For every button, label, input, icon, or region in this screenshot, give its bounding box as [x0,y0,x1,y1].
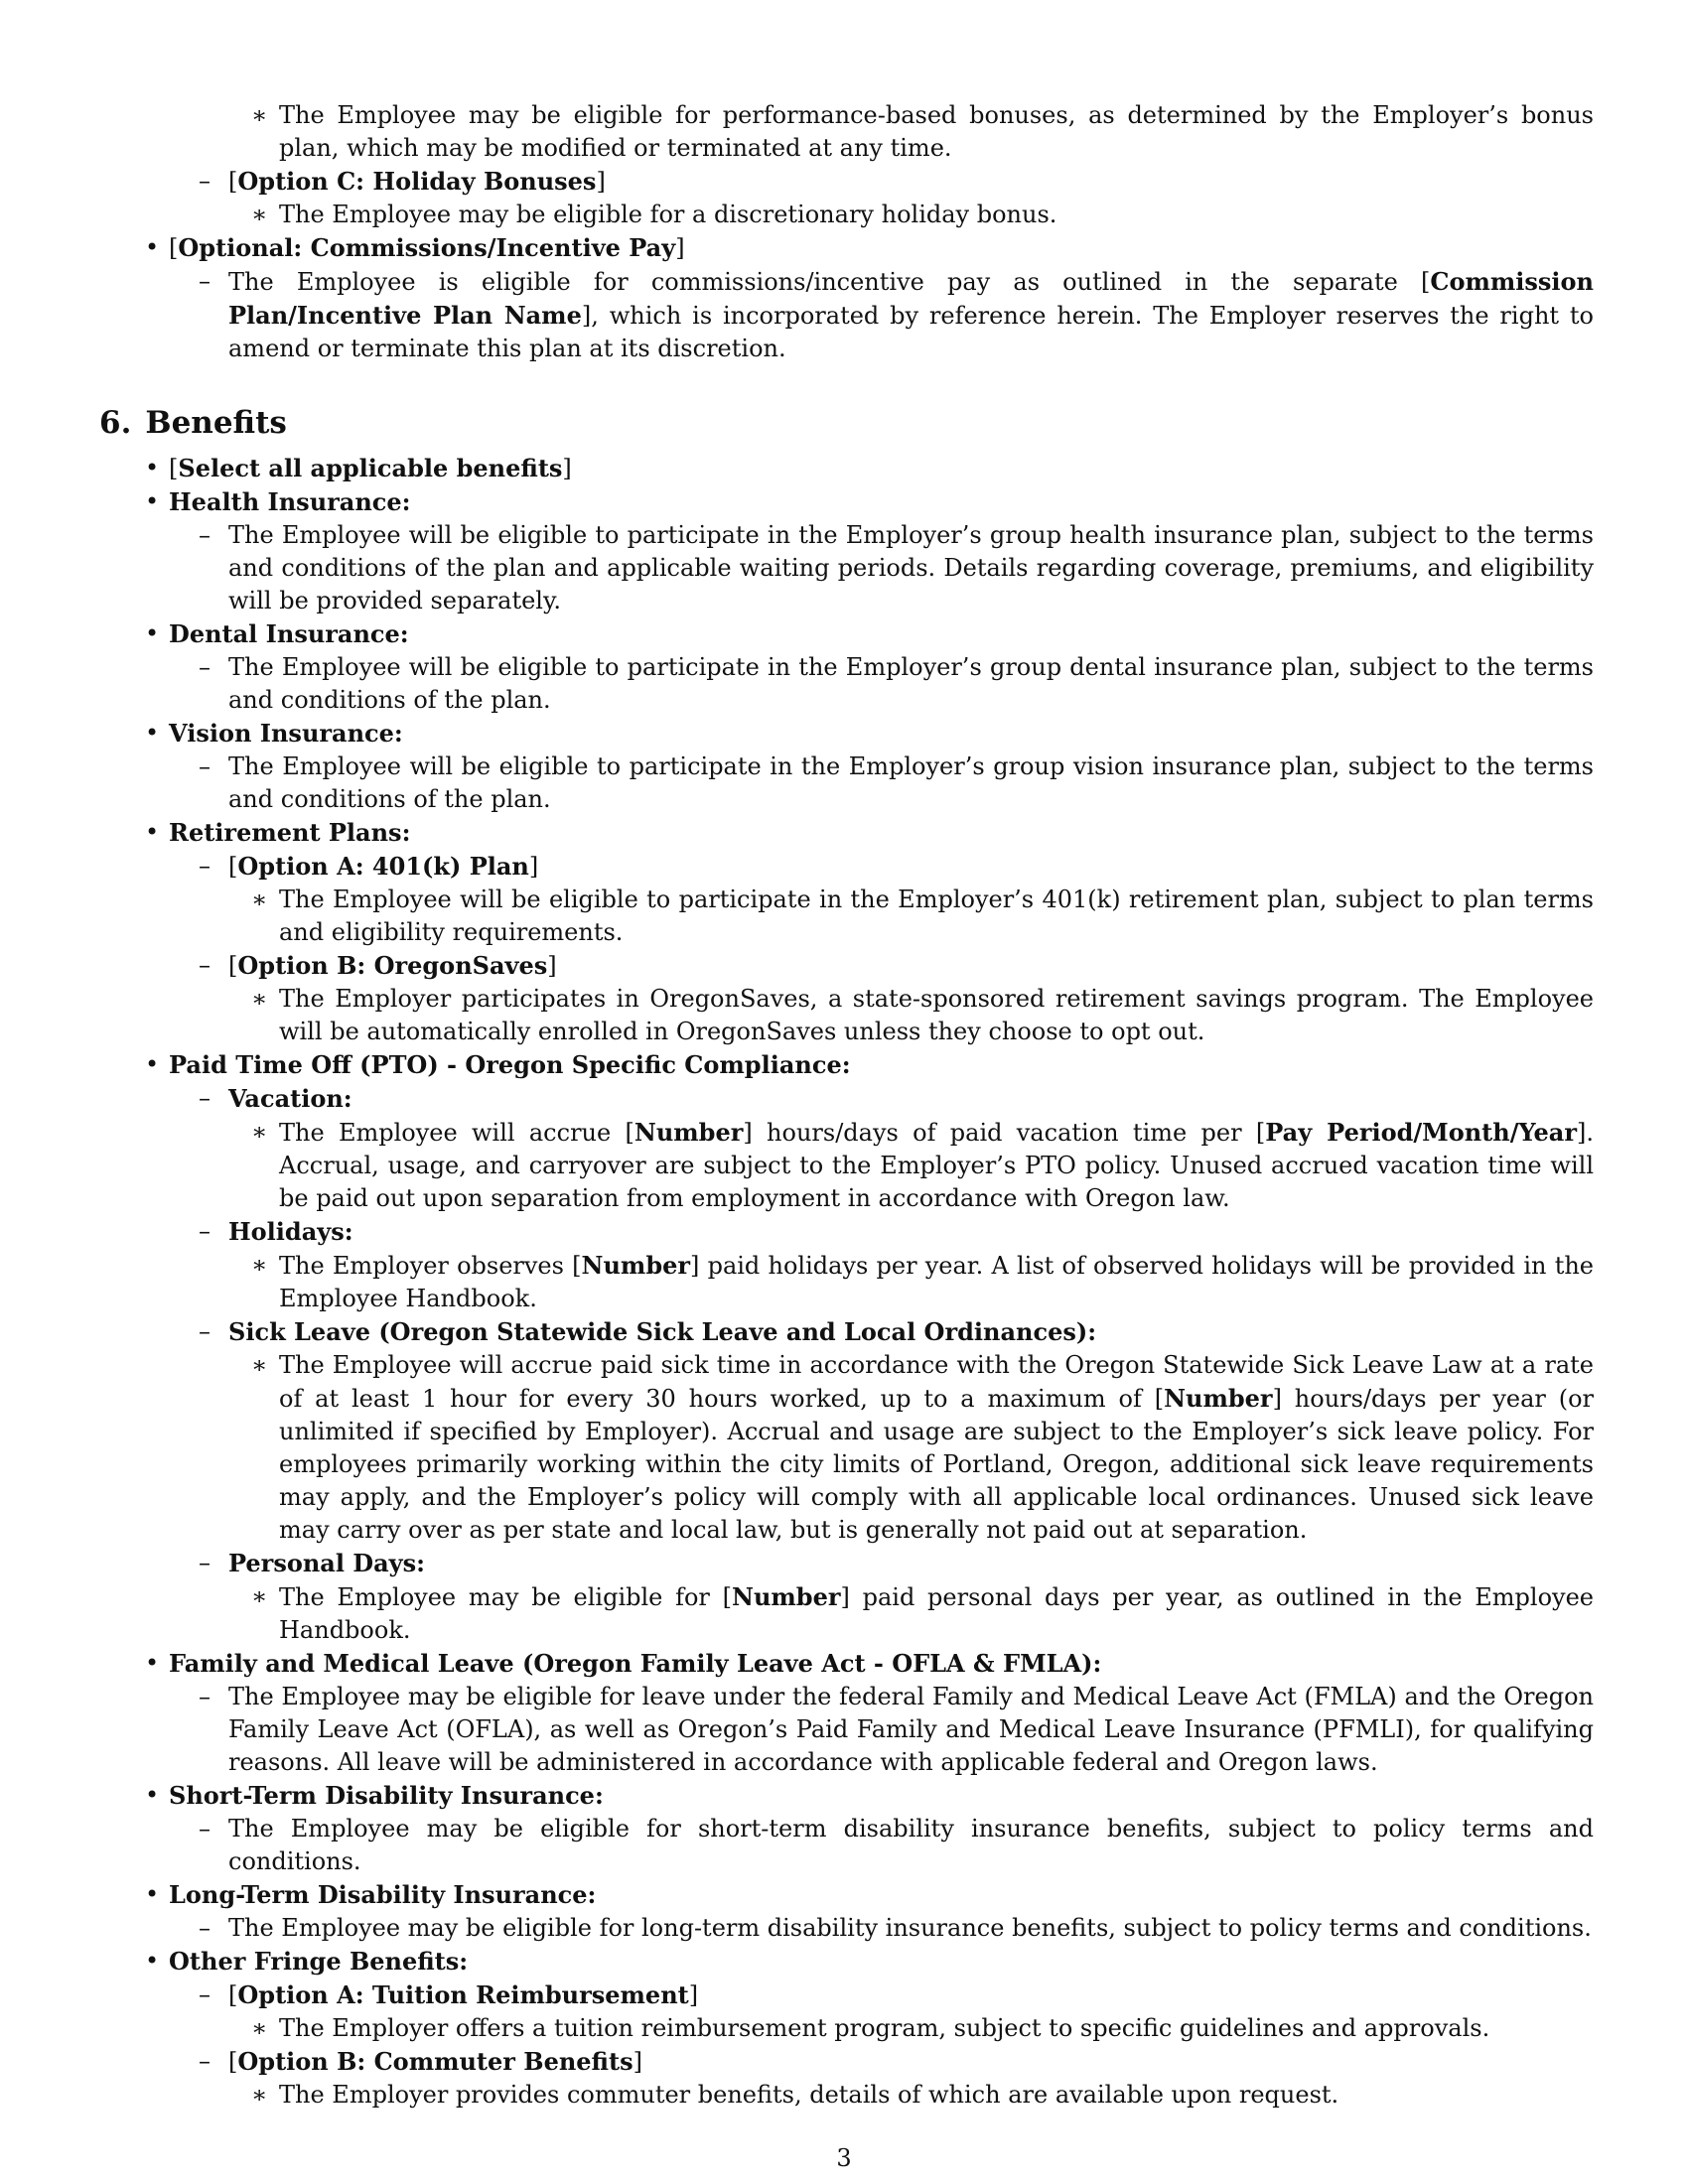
fringe-option-b-detail: ∗ The Employer provides commuter benefits, details of which are available upon request. [251,2081,1339,2109]
section-heading [99,407,1688,440]
perf-bonus-item [251,99,1594,165]
dental-item: • Dental Insurance: [145,619,409,648]
family-leave-label: Family and Medical Leave (Oregon Family Leave Act - OFLA & FMLA): [169,1649,1102,1678]
ltd-item: • Long-Term Disability Insurance: [145,1880,597,1909]
health-label: Health Insurance: [169,487,411,516]
vision-label: Vision Insurance: [169,719,403,748]
vacation-detail: ∗ The Employee will accrue [Number] hours/days of paid vacation time per [Pay Period/Month/Year]. Accrual, usage, and carryover are subject to the Employer’s PTO policy. Unused accrued vacation time will be paid out upon separation from employment in accordance with Oregon law. [251,1118,1595,1212]
bullet-marker: • [145,233,160,261]
fringe-item: • Other Fringe Benefits: [145,1947,469,1976]
option-c-item: – [Option C: Holiday Bonuses] [199,167,606,196]
select-all-label: Select all applicable benefits [178,454,563,482]
family-leave-detail: – The Employee may be eligible for leave under the federal Family and Medical Leave Act (FMLA) and the Oregon Family Leave Act (OFLA), as well as Oregon’s Paid Family and Medical Leave Insurance (PFMLI), for qualifying reasons. All leave will be administered in accordance with applicable federal and Oregon laws. [199,1683,1594,1776]
fringe-option-a-detail: ∗ The Employer offers a tuition reimbursement program, subject to specific guidelines and approvals. [251,2014,1490,2042]
section-number: 6. [99,405,132,441]
retirement-option-a: – [Option A: 401(k) Plan] [199,852,539,881]
holiday-bonus-text: The Employee may be eligible for a discretionary holiday bonus. [279,201,1057,228]
retirement-label: Retirement Plans: [169,818,411,847]
vacation-item: – Vacation: [199,1084,352,1113]
ltd-label: Long-Term Disability Insurance: [169,1880,597,1909]
dash-marker: – [199,267,211,295]
star-marker: ∗ [251,101,268,129]
select-all-item: • [Select all applicable benefits] [145,454,572,482]
dash-marker: – [199,167,211,195]
page-number: 3 [836,2144,852,2172]
holidays-item: – Holidays: [199,1217,353,1246]
star-marker: ∗ [251,201,268,228]
fringe-label: Other Fringe Benefits: [169,1947,469,1976]
pto-label: Paid Time Off (PTO) - Oregon Specific Compliance: [169,1050,851,1079]
sick-leave-item: – Sick Leave (Oregon Statewide Sick Leave and Local Ordinances): [199,1317,1097,1346]
vision-detail: – The Employee will be eligible to participate in the Employer’s group vision insurance plan, subject to the terms and conditions of the plan. [199,752,1594,813]
personal-days-detail: ∗ The Employee may be eligible for [Number] paid personal days per year, as outlined in the Employee Handbook. [251,1582,1594,1644]
fringe-option-a: – [Option A: Tuition Reimbursement] [199,1980,699,2009]
health-item: • Health Insurance: [145,487,411,516]
retirement-option-a-detail: ∗ The Employee will be eligible to participate in the Employer’s 401(k) retirement plan, subject to plan terms and eligibility requirements. [251,886,1594,946]
pto-item: • Paid Time Off (PTO) - Oregon Specific Compliance: [145,1050,851,1079]
holiday-bonus-item [251,199,1594,231]
dental-label: Dental Insurance: [169,619,409,648]
holidays-detail: ∗ The Employer observes [Number] paid holidays per year. A list of observed holidays will be provided in the Employee Handbook. [251,1251,1594,1312]
retirement-option-b-detail: ∗ The Employer participates in OregonSaves, a state-sponsored retirement savings program. The Employee will be automatically enrolled in OregonSaves unless they choose to opt out. [251,985,1594,1045]
family-leave-item: • Family and Medical Leave (Oregon Family Leave Act - OFLA & FMLA): [145,1649,1102,1678]
std-item: • Short-Term Disability Insurance: [145,1781,604,1810]
retirement-item: • Retirement Plans: [145,818,411,847]
std-label: Short-Term Disability Insurance: [169,1781,604,1810]
commission-plan-placeholder: Commission Plan/Incentive Plan Name [228,267,1594,330]
commissions-detail: – The Employee is eligible for commissions/incentive pay as outlined in the separate [Commission Plan/Incentive Plan Name], which is incorporated by reference herein. The Employer reserves the right to amend or terminate this plan at its discretion. [199,267,1594,362]
option-c-label: Option C: Holiday Bonuses [237,167,597,196]
perf-bonus-text: The Employee may be eligible for performance-based bonuses, as determined by the Employer’s bonus plan, which may be modified or terminated at any time. [279,101,1594,162]
ltd-detail: – The Employee may be eligible for long-term disability insurance benefits, subject to policy terms and conditions. [199,1914,1592,1942]
fringe-option-b: – [Option B: Commuter Benefits] [199,2047,642,2076]
section-title: Benefits [145,405,287,441]
retirement-option-b: – [Option B: OregonSaves] [199,951,557,980]
vision-item: • Vision Insurance: [145,719,403,748]
std-detail: – The Employee may be eligible for short-term disability insurance benefits, subject to policy terms and conditions. [199,1815,1594,1875]
health-detail: – The Employee will be eligible to participate in the Employer’s group health insurance plan, subject to the terms and conditions of the plan and applicable waiting periods. Details regarding coverage, premiums, and eligibility will be provided separately. [199,521,1594,614]
commissions-label: Optional: Commissions/Incentive Pay [178,233,676,262]
dental-detail: – The Employee will be eligible to participate in the Employer’s group dental insurance plan, subject to the terms and conditions of the plan. [199,653,1594,714]
personal-days-item: – Personal Days: [199,1549,425,1577]
commissions-item: • [Optional: Commissions/Incentive Pay] [145,233,685,262]
sick-leave-detail: ∗ The Employee will accrue paid sick time in accordance with the Oregon Statewide Sick Leave Law at a rate of at least 1 hour for every 30 hours worked, up to a maximum of [Number] hours/days per year (or unlimited if specified by Employer). Accrual and usage are subject to the Employer’s sick leave policy. For employees primarily working within the city limits of Portland, Oregon, additional sick leave requirements may apply, and the Employer’s policy will comply with all applicable local ordinances. Unused sick leave may carry over as per state and local law, but is generally not paid out at separation. [251,1351,1594,1544]
